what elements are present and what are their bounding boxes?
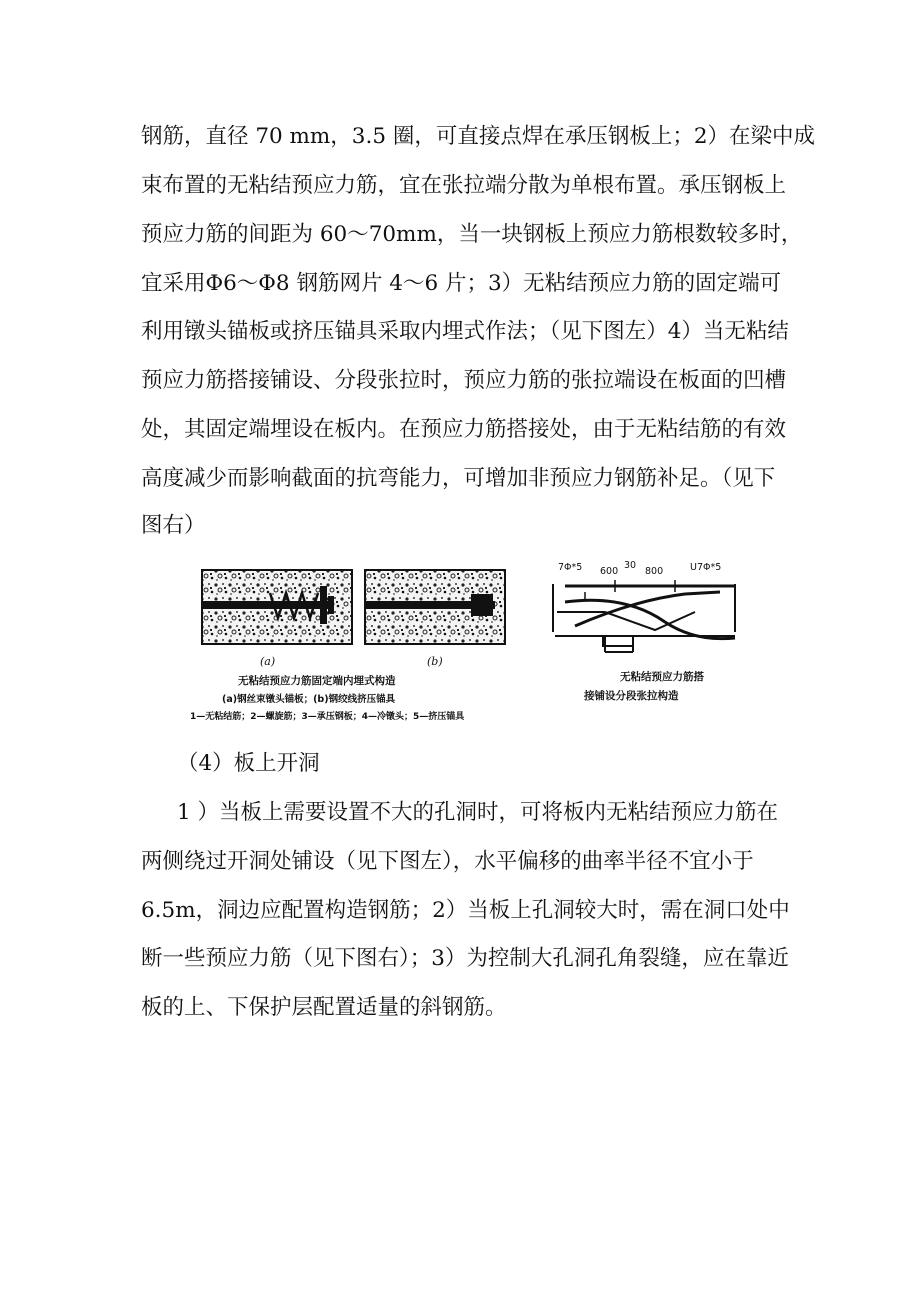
figure-a-drawing	[200, 568, 355, 648]
figure-b-drawing	[363, 568, 508, 648]
paragraph-1-line: 宜采用Φ6～Φ8 钢筋网片 4～6 片；3）无粘结预应力筋的固定端可	[141, 271, 782, 296]
paragraph-2-line: 板的上、下保护层配置适量的斜钢筋。	[141, 995, 507, 1020]
paragraph-1-line: 钢筋，直径 70 mm，3.5 圈，可直接点焊在承压钢板上；2）在梁中成	[141, 124, 816, 149]
paragraph-2-line: 6.5m，洞边应配置构造钢筋；2）当板上孔洞较大时，需在洞口处中	[141, 898, 790, 923]
figure-right-caption-line1: 无粘结预应力筋搭	[620, 671, 704, 683]
paragraph-1-line: 高度减少而影响截面的抗弯能力，可增加非预应力钢筋补足。（见下	[141, 466, 776, 491]
figure-right-drawing	[545, 572, 740, 672]
paragraph-1-line: 图右）	[141, 513, 206, 538]
section-heading: （4）板上开洞	[177, 751, 320, 776]
figure-left-caption-title: 无粘结预应力筋固定端内埋式构造	[238, 675, 396, 687]
figure-left-caption-legend: 1—无粘结筋；2—螺旋筋；3—承压钢板；4—冷镦头；5—挤压锚具	[190, 712, 465, 722]
dim-left-label: 7Φ*5	[558, 562, 583, 573]
dim-800-label: 800	[645, 566, 664, 577]
figure-left-caption-sub: (a)钢丝束镦头锚板；(b)钢绞线挤压锚具	[222, 694, 396, 705]
figure-right-caption-line2: 接铺设分段张拉构造	[584, 690, 679, 702]
paragraph-1-line: 预应力筋的间距为 60～70mm，当一块钢板上预应力筋根数较多时，	[141, 222, 803, 247]
dim-600-label: 600	[600, 566, 619, 577]
paragraph-2-line: 1 ）当板上需要设置不大的孔洞时，可将板内无粘结预应力筋在	[177, 800, 779, 825]
paragraph-1-line: 束布置的无粘结预应力筋，宜在张拉端分散为单根布置。承压钢板上	[141, 173, 787, 198]
figure-b-label: (b)	[427, 655, 443, 668]
dim-30-label: 30	[624, 560, 637, 571]
paragraph-2-line: 两侧绕过开洞处铺设（见下图左），水平偏移的曲率半径不宜小于	[141, 849, 754, 874]
figure-a-label: (a)	[260, 655, 276, 668]
paragraph-1-line: 预应力筋搭接铺设、分段张拉时，预应力筋的张拉端设在板面的凹槽	[141, 368, 787, 393]
paragraph-2-line: 断一些预应力筋（见下图右）；3）为控制大孔洞孔角裂缝，应在靠近	[141, 946, 789, 971]
figure-anchorage-details	[190, 562, 750, 737]
dim-right-label: U7Φ*5	[690, 562, 722, 573]
paragraph-1-line: 处，其固定端埋设在板内。在预应力筋搭接处，由于无粘结筋的有效	[141, 417, 787, 442]
paragraph-1-line: 利用镦头锚板或挤压锚具采取内埋式作法；（见下图左）4）当无粘结	[141, 319, 789, 344]
